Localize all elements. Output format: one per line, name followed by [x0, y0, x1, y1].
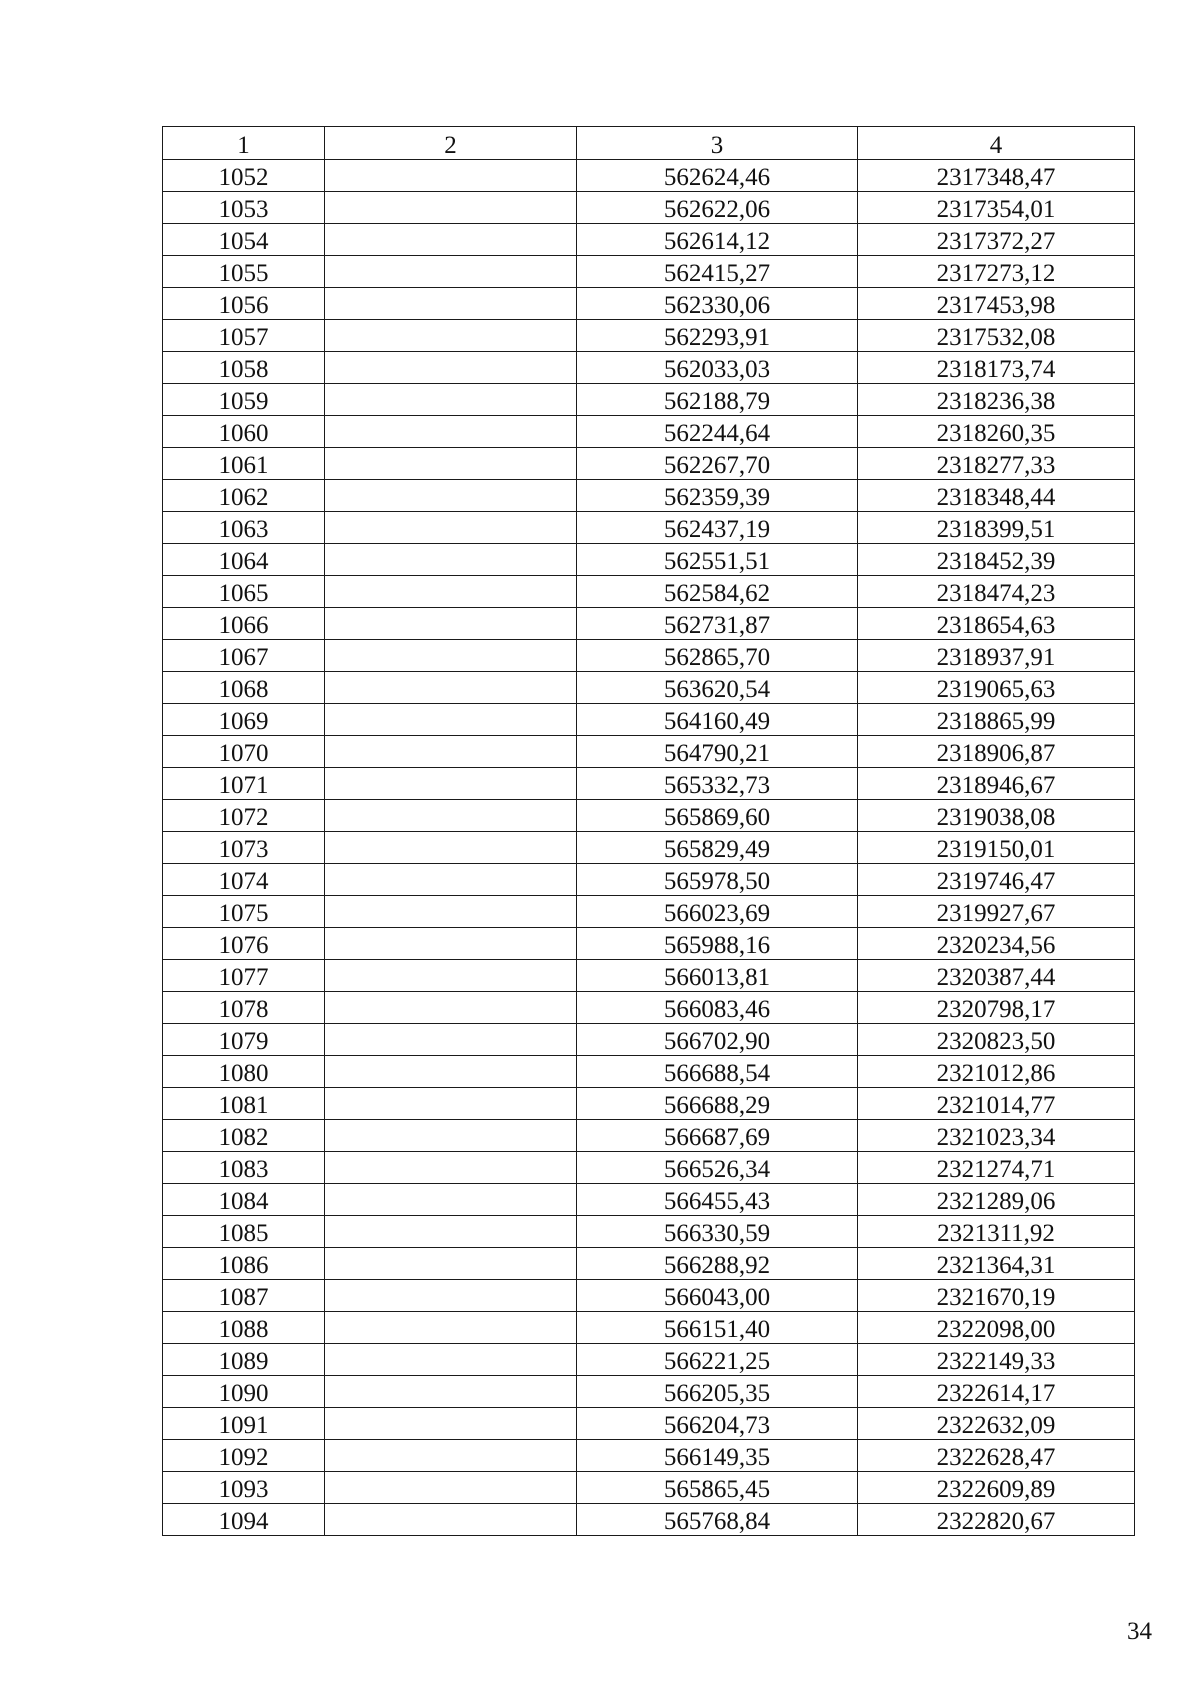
table-cell-col-1: 1068: [163, 672, 325, 704]
table-cell-col-1: 1071: [163, 768, 325, 800]
table-cell-col-4: 2318474,23: [858, 576, 1135, 608]
table-cell-col-4: 2321023,34: [858, 1120, 1135, 1152]
table-cell-col-2: [325, 224, 577, 256]
table-cell-col-2: [325, 1440, 577, 1472]
table-cell-col-2: [325, 576, 577, 608]
table-cell-col-1: 1094: [163, 1504, 325, 1536]
table-cell-col-1: 1063: [163, 512, 325, 544]
table-cell-col-3: 562267,70: [577, 448, 858, 480]
table-cell-col-1: 1056: [163, 288, 325, 320]
table-cell-col-4: 2317372,27: [858, 224, 1135, 256]
table-cell-col-2: [325, 704, 577, 736]
table-cell-col-1: 1092: [163, 1440, 325, 1472]
table-row: [163, 1056, 1135, 1088]
table-cell-col-3: 562622,06: [577, 192, 858, 224]
table-cell-col-2: [325, 800, 577, 832]
table-cell-col-1: 1061: [163, 448, 325, 480]
table-header: [163, 127, 1135, 160]
table-body: [163, 160, 1135, 1536]
table-cell-col-2: [325, 320, 577, 352]
table-row: [163, 928, 1135, 960]
table-cell-col-3: 566204,73: [577, 1408, 858, 1440]
table-cell-col-1: 1059: [163, 384, 325, 416]
table-cell-col-1: 1053: [163, 192, 325, 224]
table-cell-col-2: [325, 1312, 577, 1344]
table-cell-col-4: 2321670,19: [858, 1280, 1135, 1312]
table-cell-col-2: [325, 192, 577, 224]
table-cell-col-3: 562244,64: [577, 416, 858, 448]
table-cell-col-1: 1087: [163, 1280, 325, 1312]
table-row: [163, 544, 1135, 576]
table-cell-col-4: 2318173,74: [858, 352, 1135, 384]
table-cell-col-4: 2322149,33: [858, 1344, 1135, 1376]
table-row: [163, 608, 1135, 640]
table-cell-col-4: 2320234,56: [858, 928, 1135, 960]
coordinates-table: [162, 126, 1135, 1536]
table-cell-col-1: 1079: [163, 1024, 325, 1056]
table-cell-col-2: [325, 896, 577, 928]
table-cell-col-1: 1093: [163, 1472, 325, 1504]
table-row: [163, 768, 1135, 800]
table-cell-col-1: 1066: [163, 608, 325, 640]
table-cell-col-1: 1078: [163, 992, 325, 1024]
table-row: [163, 1120, 1135, 1152]
header-row: [163, 127, 1135, 160]
table-cell-col-3: 566023,69: [577, 896, 858, 928]
table-cell-col-3: 563620,54: [577, 672, 858, 704]
table-cell-col-3: 566149,35: [577, 1440, 858, 1472]
table-cell-col-1: 1082: [163, 1120, 325, 1152]
table-cell-col-4: 2318654,63: [858, 608, 1135, 640]
table-row: [163, 864, 1135, 896]
table-cell-col-2: [325, 352, 577, 384]
table-cell-col-1: 1089: [163, 1344, 325, 1376]
table-cell-col-4: 2321289,06: [858, 1184, 1135, 1216]
table-cell-col-4: 2318399,51: [858, 512, 1135, 544]
header-cell-3: 3: [577, 127, 858, 160]
table-cell-col-3: 566688,54: [577, 1056, 858, 1088]
table-cell-col-2: [325, 1504, 577, 1536]
table-cell-col-4: 2322614,17: [858, 1376, 1135, 1408]
table-row: [163, 704, 1135, 736]
table-cell-col-4: 2318946,67: [858, 768, 1135, 800]
table-cell-col-4: 2317273,12: [858, 256, 1135, 288]
table-cell-col-2: [325, 384, 577, 416]
table-row: [163, 192, 1135, 224]
table-cell-col-2: [325, 832, 577, 864]
table-cell-col-3: 565865,45: [577, 1472, 858, 1504]
table-cell-col-4: 2319038,08: [858, 800, 1135, 832]
table-row: [163, 384, 1135, 416]
table-cell-col-2: [325, 160, 577, 192]
table-row: [163, 1248, 1135, 1280]
table-cell-col-2: [325, 1056, 577, 1088]
table-cell-col-2: [325, 1344, 577, 1376]
table-cell-col-1: 1083: [163, 1152, 325, 1184]
table-cell-col-3: 566687,69: [577, 1120, 858, 1152]
table-cell-col-3: 565869,60: [577, 800, 858, 832]
table-cell-col-3: 562865,70: [577, 640, 858, 672]
table-cell-col-1: 1057: [163, 320, 325, 352]
table-cell-col-2: [325, 1088, 577, 1120]
table-row: [163, 256, 1135, 288]
table-cell-col-3: 566288,92: [577, 1248, 858, 1280]
table-cell-col-2: [325, 1184, 577, 1216]
table-cell-col-3: 562033,03: [577, 352, 858, 384]
table-row: [163, 1344, 1135, 1376]
table-cell-col-1: 1054: [163, 224, 325, 256]
table-cell-col-2: [325, 640, 577, 672]
table-cell-col-2: [325, 608, 577, 640]
table-cell-col-4: 2318452,39: [858, 544, 1135, 576]
table-cell-col-1: 1072: [163, 800, 325, 832]
table-cell-col-3: 562293,91: [577, 320, 858, 352]
table-cell-col-3: 565988,16: [577, 928, 858, 960]
table-cell-col-4: 2318277,33: [858, 448, 1135, 480]
table-cell-col-3: 566205,35: [577, 1376, 858, 1408]
table-cell-col-4: 2320387,44: [858, 960, 1135, 992]
table-cell-col-3: 565829,49: [577, 832, 858, 864]
table-cell-col-4: 2318236,38: [858, 384, 1135, 416]
table-row: [163, 288, 1135, 320]
table-cell-col-4: 2322098,00: [858, 1312, 1135, 1344]
table-cell-col-1: 1085: [163, 1216, 325, 1248]
table-cell-col-2: [325, 1152, 577, 1184]
page-number: 34: [1127, 1618, 1152, 1645]
table-row: [163, 800, 1135, 832]
table-cell-col-4: 2321014,77: [858, 1088, 1135, 1120]
table-row: [163, 416, 1135, 448]
table-cell-col-1: 1084: [163, 1184, 325, 1216]
table-cell-col-3: 562551,51: [577, 544, 858, 576]
table-row: [163, 1216, 1135, 1248]
table-cell-col-3: 566221,25: [577, 1344, 858, 1376]
table-cell-col-1: 1086: [163, 1248, 325, 1280]
table-cell-col-4: 2321012,86: [858, 1056, 1135, 1088]
table-cell-col-1: 1091: [163, 1408, 325, 1440]
table-cell-col-4: 2322628,47: [858, 1440, 1135, 1472]
table-cell-col-4: 2318865,99: [858, 704, 1135, 736]
table-cell-col-4: 2322609,89: [858, 1472, 1135, 1504]
table-cell-col-4: 2320798,17: [858, 992, 1135, 1024]
table-cell-col-4: 2318260,35: [858, 416, 1135, 448]
table-cell-col-2: [325, 864, 577, 896]
table-cell-col-4: 2319927,67: [858, 896, 1135, 928]
table-cell-col-2: [325, 1472, 577, 1504]
table-row: [163, 1440, 1135, 1472]
table-cell-col-4: 2317532,08: [858, 320, 1135, 352]
table-row: [163, 160, 1135, 192]
table-row: [163, 352, 1135, 384]
table-cell-col-3: 564790,21: [577, 736, 858, 768]
table-row: [163, 1472, 1135, 1504]
table-cell-col-3: 562437,19: [577, 512, 858, 544]
table-cell-col-1: 1073: [163, 832, 325, 864]
table-cell-col-2: [325, 448, 577, 480]
table-cell-col-2: [325, 480, 577, 512]
table-cell-col-1: 1052: [163, 160, 325, 192]
table-row: [163, 576, 1135, 608]
table-cell-col-2: [325, 416, 577, 448]
table-cell-col-1: 1076: [163, 928, 325, 960]
table-cell-col-2: [325, 1408, 577, 1440]
table-row: [163, 1184, 1135, 1216]
table-cell-col-4: 2318906,87: [858, 736, 1135, 768]
table-row: [163, 992, 1135, 1024]
table-cell-col-4: 2317348,47: [858, 160, 1135, 192]
table-cell-col-3: 566330,59: [577, 1216, 858, 1248]
table-cell-col-1: 1069: [163, 704, 325, 736]
table-cell-col-3: 565768,84: [577, 1504, 858, 1536]
table-cell-col-2: [325, 544, 577, 576]
table-cell-col-1: 1077: [163, 960, 325, 992]
table-cell-col-1: 1060: [163, 416, 325, 448]
table-cell-col-2: [325, 1248, 577, 1280]
table-row: [163, 1504, 1135, 1536]
table-cell-col-4: 2318937,91: [858, 640, 1135, 672]
table-cell-col-2: [325, 1216, 577, 1248]
table-row: [163, 512, 1135, 544]
table-cell-col-2: [325, 992, 577, 1024]
table-cell-col-3: 562188,79: [577, 384, 858, 416]
table-row: [163, 672, 1135, 704]
table-row: [163, 960, 1135, 992]
header-cell-1: 1: [163, 127, 325, 160]
table-cell-col-3: 564160,49: [577, 704, 858, 736]
table-cell-col-3: 566702,90: [577, 1024, 858, 1056]
table-cell-col-3: 565332,73: [577, 768, 858, 800]
table-cell-col-1: 1074: [163, 864, 325, 896]
table-cell-col-2: [325, 512, 577, 544]
table-cell-col-1: 1081: [163, 1088, 325, 1120]
table-cell-col-1: 1062: [163, 480, 325, 512]
table-row: [163, 320, 1135, 352]
table-cell-col-1: 1055: [163, 256, 325, 288]
table-cell-col-3: 566151,40: [577, 1312, 858, 1344]
table-cell-col-4: 2320823,50: [858, 1024, 1135, 1056]
table-cell-col-1: 1058: [163, 352, 325, 384]
table-cell-col-3: 562330,06: [577, 288, 858, 320]
table-row: [163, 1280, 1135, 1312]
table-cell-col-2: [325, 1120, 577, 1152]
table-row: [163, 832, 1135, 864]
table-cell-col-3: 566013,81: [577, 960, 858, 992]
table-cell-col-4: 2319150,01: [858, 832, 1135, 864]
table-cell-col-4: 2318348,44: [858, 480, 1135, 512]
table-cell-col-3: 566455,43: [577, 1184, 858, 1216]
table-row: [163, 1088, 1135, 1120]
table-cell-col-3: 562624,46: [577, 160, 858, 192]
table-cell-col-3: 562415,27: [577, 256, 858, 288]
table-cell-col-2: [325, 736, 577, 768]
table-cell-col-3: 562614,12: [577, 224, 858, 256]
table-cell-col-4: 2321311,92: [858, 1216, 1135, 1248]
table-cell-col-2: [325, 1024, 577, 1056]
table-cell-col-1: 1067: [163, 640, 325, 672]
table-cell-col-2: [325, 288, 577, 320]
table-cell-col-3: 562584,62: [577, 576, 858, 608]
table-row: [163, 1024, 1135, 1056]
table-row: [163, 224, 1135, 256]
header-cell-2: 2: [325, 127, 577, 160]
table-cell-col-2: [325, 256, 577, 288]
table-cell-col-4: 2322820,67: [858, 1504, 1135, 1536]
table-cell-col-1: 1075: [163, 896, 325, 928]
table-cell-col-3: 566083,46: [577, 992, 858, 1024]
table-cell-col-2: [325, 928, 577, 960]
table-cell-col-3: 565978,50: [577, 864, 858, 896]
table-cell-col-1: 1080: [163, 1056, 325, 1088]
table-row: [163, 448, 1135, 480]
table-cell-col-4: 2319746,47: [858, 864, 1135, 896]
table-cell-col-2: [325, 960, 577, 992]
table-cell-col-2: [325, 768, 577, 800]
table-cell-col-1: 1090: [163, 1376, 325, 1408]
table-cell-col-3: 562359,39: [577, 480, 858, 512]
table-row: [163, 896, 1135, 928]
table-cell-col-1: 1070: [163, 736, 325, 768]
table-cell-col-1: 1064: [163, 544, 325, 576]
table-cell-col-4: 2319065,63: [858, 672, 1135, 704]
table-cell-col-4: 2317453,98: [858, 288, 1135, 320]
table-cell-col-4: 2321364,31: [858, 1248, 1135, 1280]
table-cell-col-2: [325, 1376, 577, 1408]
header-cell-4: 4: [858, 127, 1135, 160]
table-row: [163, 480, 1135, 512]
table-row: [163, 1408, 1135, 1440]
table-cell-col-3: 562731,87: [577, 608, 858, 640]
table-row: [163, 640, 1135, 672]
table-row: [163, 1312, 1135, 1344]
table-cell-col-4: 2317354,01: [858, 192, 1135, 224]
table-cell-col-4: 2321274,71: [858, 1152, 1135, 1184]
table-cell-col-1: 1065: [163, 576, 325, 608]
table-cell-col-1: 1088: [163, 1312, 325, 1344]
table-cell-col-3: 566043,00: [577, 1280, 858, 1312]
table-row: [163, 736, 1135, 768]
table-cell-col-3: 566526,34: [577, 1152, 858, 1184]
table-cell-col-4: 2322632,09: [858, 1408, 1135, 1440]
table-row: [163, 1152, 1135, 1184]
table-row: [163, 1376, 1135, 1408]
table-cell-col-2: [325, 672, 577, 704]
table-cell-col-3: 566688,29: [577, 1088, 858, 1120]
table-cell-col-2: [325, 1280, 577, 1312]
